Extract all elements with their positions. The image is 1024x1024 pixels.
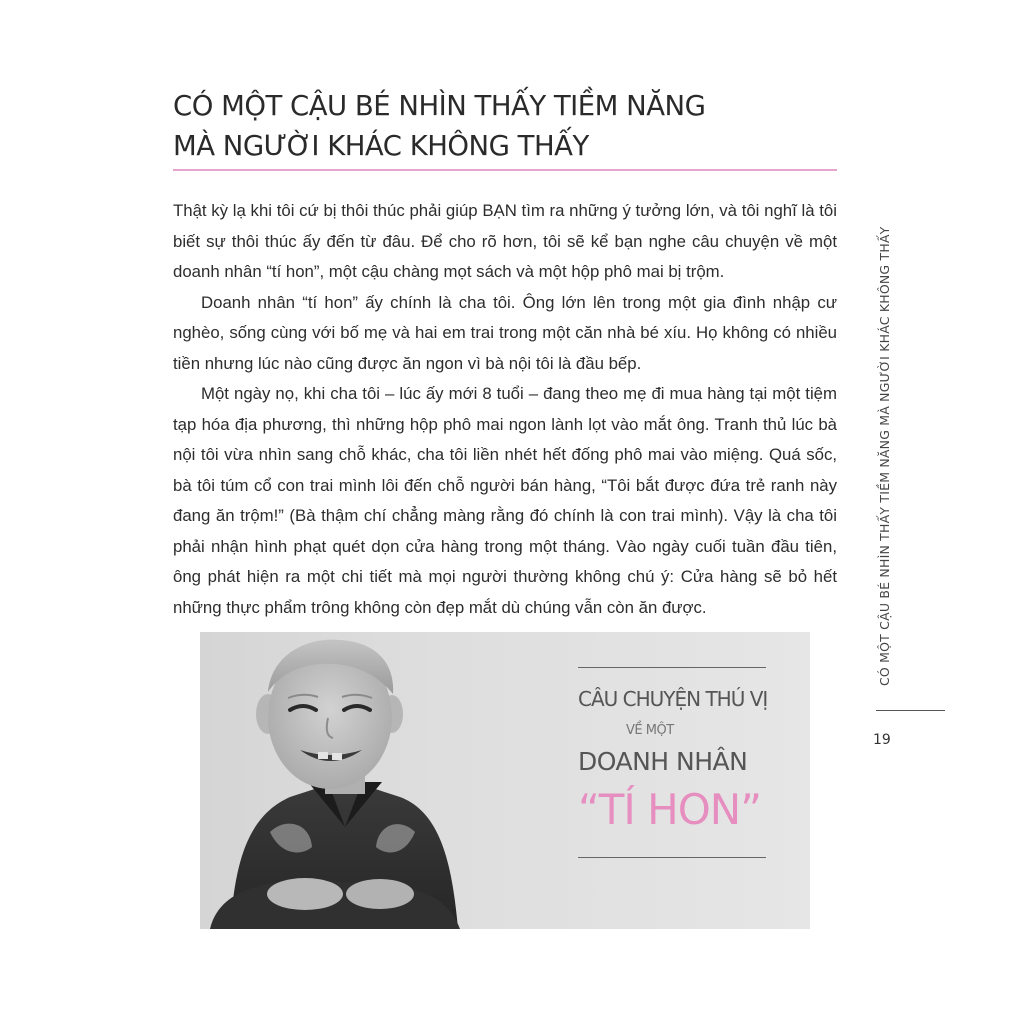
body-text — [173, 196, 837, 623]
page-number: 19 — [873, 732, 891, 748]
page-number-divider — [876, 710, 945, 711]
paragraph-3: Một ngày nọ, khi cha tôi – lúc ấy mới 8 tuổi – đang theo mẹ đi mua hàng tại một tiệm tạp hóa địa phương, thì những hộp phô mai ngon lành lọt vào mắt ông. Tranh thủ lúc bà nội tôi vừa nhìn sang chỗ khác, cha tôi liền nhét hết đống phô mai vào miệng. Quá sốc, bà tôi túm cổ con trai mình lôi đến chỗ người bán hàng, “Tôi bắt được đứa trẻ ranh này đang ăn trộm!” (Bà thậm chí chẳng màng rằng đó chính là con trai mình). Vậy là cha tôi phải nhận hình phạt quét dọn cửa hàng trong một tháng. Vào ngày cuối tuần đầu tiên, ông phát hiện ra một chi tiết mà mọi người thường không chú ý: Cửa hàng sẽ bỏ hết những thực phẩm trông không còn đẹp mắt dù chúng vẫn còn ăn được. — [173, 384, 837, 617]
running-header: CÓ MỘT CẬU BÉ NHÌN THẤY TIỀM NĂNG MÀ NGƯỜI KHÁC KHÔNG THẤY — [877, 226, 892, 686]
callout-top-rule — [578, 667, 766, 668]
boy-photo — [200, 632, 500, 929]
callout-line3: DOANH NHÂN — [578, 747, 748, 776]
photo-panel — [200, 632, 810, 929]
chapter-title-line1: CÓ MỘT CẬU BÉ NHÌN THẤY TIỀM NĂNG — [173, 90, 706, 122]
callout-bottom-rule — [578, 857, 766, 858]
callout-line1: CÂU CHUYỆN THÚ VỊ — [578, 687, 768, 711]
title-divider — [173, 169, 837, 171]
chapter-title — [173, 86, 833, 166]
paragraph-2: Doanh nhân “tí hon” ấy chính là cha tôi. Ông lớn lên trong một gia đình nhập cư nghèo, sống cùng với bố mẹ và hai em trai trong một căn nhà bé xíu. Họ không có nhiều tiền nhưng lúc nào cũng được ăn ngon vì bà nội tôi là đầu bếp. — [173, 292, 837, 373]
chapter-title-line2: MÀ NGƯỜI KHÁC KHÔNG THẤY — [173, 130, 589, 162]
callout-line4: “TÍ HON” — [578, 785, 761, 834]
callout-line2: VỀ MỘT — [626, 723, 674, 738]
paragraph-1: Thật kỳ lạ khi tôi cứ bị thôi thúc phải giúp BẠN tìm ra những ý tưởng lớn, và tôi nghĩ là tôi biết sự thôi thúc ấy đến từ đâu. Để cho rõ hơn, tôi sẽ kể bạn nghe câu chuyện về một doanh nhân “tí hon”, một cậu chàng mọt sách và một hộp phô mai bị trộm. — [173, 201, 837, 281]
